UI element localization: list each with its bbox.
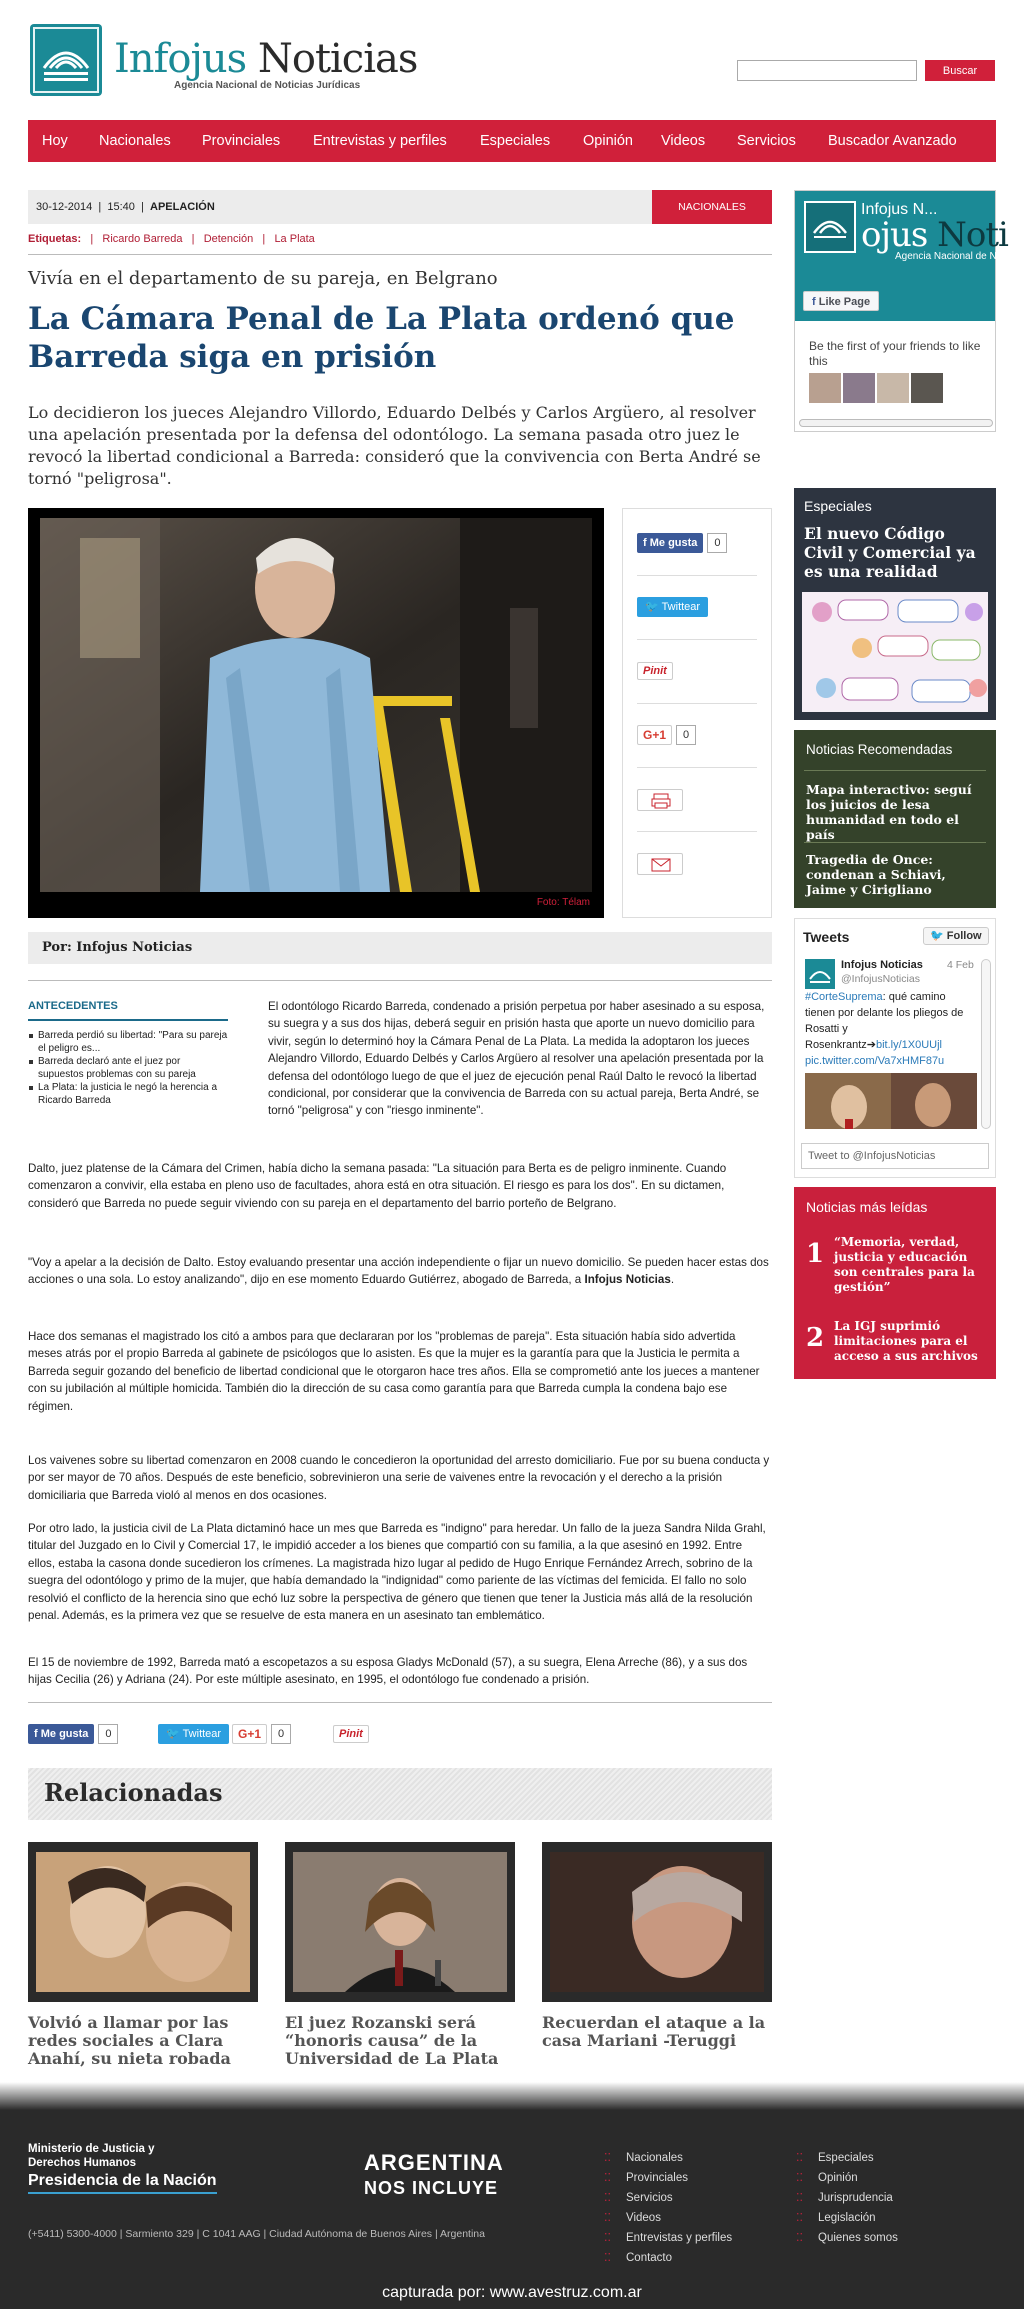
fb-cover[interactable] xyxy=(795,191,1008,321)
print-icon xyxy=(638,790,684,812)
footer-link[interactable]: ⁚⁚ Jurisprudencia xyxy=(796,2188,898,2208)
article-kicker: Vivía en el departamento de su pareja, en Belgrano xyxy=(28,268,498,289)
gplus-count: 0 xyxy=(676,725,696,745)
related-item[interactable] xyxy=(28,1842,258,2068)
rank-number: 2 xyxy=(806,1323,825,1353)
gplus-count: 0 xyxy=(271,1724,291,1744)
ministerio-logo[interactable]: Ministerio de Justicia y Derechos Humanos xyxy=(28,2143,155,2169)
tweet-button[interactable] xyxy=(637,597,708,617)
footer-links-col1 xyxy=(604,2148,732,2268)
paragraph: Por otro lado, la justicia civil de La Plata dictaminó hace un mes que Barreda es "indigno" para heredar. Un fallo de la jueza Sandra Nilda Grahl, titular del Juzgado en lo Civil y Comercial 17, le impidió acceder a los bienes que compartió con su familia, a la que asesinó en 1992. Entre ellos, estaba la casona donde sucedieron los crímenes. La magistrada hizo lugar al pedido de Hugo Enrique Fernández Arrech, sobrino de la suegra del odontólogo y primo de la mujer, que había demandado la "indignidad" como pariente de las víctimas del femicida. El fallo no solo resolvió el conflicto de la herencia sino que echó luz sobre la perspectiva de género que tienen que tener la Justicia más allá de la resolución penal. Además, es la primera vez que se resuelve de esta manera en un asesinato tan emblemático. xyxy=(28,1522,766,1623)
section-tag[interactable]: NACIONALES xyxy=(652,190,772,224)
email-button[interactable] xyxy=(637,853,683,875)
article-time: 15:40 xyxy=(107,201,135,213)
photo-credit: Foto: Télam xyxy=(536,897,590,908)
argentina-logo-sub: NOS INCLUYE xyxy=(364,2178,499,2198)
paragraph: Dalto, juez platense de la Cámara del Crimen, había dicho la semana pasada: "La situación para Berta es de peligro inminente. Cuando comenzaron a convivir, ella estaba en pleno uso de facultades, ahora está en otra situación. El riesgo es para los dos". En su dictamen, consideró que Barreda no puede seguir viviendo con su pareja en el departamento del barrio porteño de Belgrano. xyxy=(28,1162,727,1210)
especiales-image xyxy=(802,592,988,712)
tweet-row xyxy=(637,597,757,619)
related-item[interactable] xyxy=(285,1842,515,2068)
pinit-row xyxy=(637,661,757,683)
tweets-label: Tweets xyxy=(803,929,850,945)
avatar[interactable] xyxy=(911,373,943,403)
antecedentes-list xyxy=(28,1030,228,1107)
nav-item-nacionales[interactable]: Nacionales xyxy=(99,133,171,149)
twitter-icon: 🐦 xyxy=(930,930,944,942)
tweet-link[interactable]: bit.ly/1X0UUjl xyxy=(875,1039,942,1051)
fb-like-bottom xyxy=(28,1724,118,1744)
footer-link[interactable]: ⁚⁚ Nacionales xyxy=(604,2148,732,2168)
divider xyxy=(28,1702,772,1703)
divider xyxy=(637,575,757,576)
divider xyxy=(637,639,757,640)
tweet-label: Twittear xyxy=(661,601,701,613)
footer-link[interactable]: ⁚⁚ Contacto xyxy=(604,2248,732,2268)
related-image xyxy=(285,1842,515,2002)
paragraph: El odontólogo Ricardo Barreda, condenado a prisión perpetua por haber asesinado a su esposa, su suegra y a sus dos hijas, deberá seguir en prisión hasta que aporte un nuevo domicilio para vivir, según lo determinó hoy la Cámara Penal de La Plata. La medida la adoptaron los jueces Alejandro Villordo, Eduardo Delbés y Carlos Argüero al resolver una apelación presentada por la defensa del odontólogo luego de que el juez de ejecución penal Raúl Dalto le revocó la libertad condicional, por considerar que la convivencia de Barreda con su actual pareja, Berta André, se tornó "peligrosa" y con "riesgo inminente". xyxy=(268,1000,765,1118)
print-button[interactable] xyxy=(637,789,683,811)
article-category: APELACIÓN xyxy=(150,201,215,213)
share-column xyxy=(622,508,772,918)
related-header xyxy=(28,1768,772,1820)
related-image xyxy=(542,1842,772,2002)
footer xyxy=(0,2110,1024,2280)
divider xyxy=(28,254,772,255)
tweet-date[interactable]: 4 Feb xyxy=(947,959,974,971)
recomendadas-label: Noticias Recomendadas xyxy=(806,742,953,757)
avatar[interactable] xyxy=(843,373,875,403)
footer-links-col2 xyxy=(796,2148,898,2248)
avatar[interactable] xyxy=(809,373,841,403)
article-title: La Cámara Penal de La Plata ordenó que Barreda siga en prisión xyxy=(28,301,735,375)
nav-item-videos[interactable]: Videos xyxy=(661,133,706,149)
footer-link[interactable]: ⁚⁚ Servicios xyxy=(604,2188,732,2208)
related-image xyxy=(28,1842,258,2002)
tweet-link[interactable]: pic.twitter.com/Va7xHMF87u xyxy=(805,1055,945,1067)
tag-link[interactable]: La Plata xyxy=(274,233,315,245)
mail-icon xyxy=(638,854,684,876)
main-nav xyxy=(28,120,996,162)
fb-faces xyxy=(809,373,945,403)
nav-item-especiales[interactable]: Especiales xyxy=(480,133,551,149)
especiales-title[interactable]: El nuevo Código Civil y Comercial ya es una realidad xyxy=(804,524,976,581)
share-bar-bottom xyxy=(28,1724,772,1748)
tweet-image[interactable] xyxy=(805,1073,977,1129)
nav-item-hoy[interactable]: Hoy xyxy=(42,133,68,149)
fb-friends-text: Be the first of your friends to like this xyxy=(809,339,981,368)
tweet-avatar[interactable] xyxy=(805,959,835,989)
fb-like-button[interactable] xyxy=(28,1724,94,1744)
site-header xyxy=(0,0,1024,120)
antecedente-link[interactable]: Barreda declaró ante el juez por supuestos problemas con su pareja xyxy=(28,1056,228,1081)
tags-label: Etiquetas: xyxy=(28,233,82,245)
email-row xyxy=(637,853,757,875)
article-date: 30-12-2014 xyxy=(36,201,93,213)
divider xyxy=(637,831,757,832)
rank-number: 1 xyxy=(806,1239,825,1269)
fb-like-row xyxy=(637,533,757,555)
footer-link[interactable]: ⁚⁚ Opinión xyxy=(796,2168,898,2188)
footer-link[interactable]: ⁚⁚ Videos xyxy=(604,2208,732,2228)
footer-fade xyxy=(0,2082,1024,2110)
argentina-logo[interactable]: ARGENTINA xyxy=(364,2150,504,2175)
avatar[interactable] xyxy=(877,373,909,403)
fb-icon: f xyxy=(34,1728,38,1740)
fb-icon: f xyxy=(643,537,647,549)
follow-button[interactable] xyxy=(923,927,989,945)
gplus-button[interactable]: G+1 xyxy=(637,725,672,745)
divider xyxy=(637,703,757,704)
paragraph xyxy=(28,1254,772,1289)
nav-item-opinion[interactable]: Opinión xyxy=(583,133,633,149)
brand-subtitle: Agencia Nacional de Noticias Jurídicas xyxy=(174,80,361,91)
antecedentes-title: ANTECEDENTES xyxy=(28,1000,228,1021)
mas-leidas-box xyxy=(794,1187,996,1379)
tag-link[interactable]: Detención xyxy=(203,233,254,245)
related-title[interactable]: Recuerdan el ataque a la casa Mariani -Teruggi xyxy=(542,2013,766,2050)
nav-item-entrevistas[interactable]: Entrevistas y perfiles xyxy=(313,133,447,149)
divider xyxy=(28,980,772,981)
article-lead: Lo decidieron los jueces Alejandro Villordo, Eduardo Delbés y Carlos Argüero, al resolver una apelación presentada por la defensa del odontólogo. La semana pasada otro juez le revocó la libertad condicional a Barreda: consideró que la convivencia con Berta André se tornó "peligrosa". xyxy=(28,403,761,488)
article-photo[interactable] xyxy=(28,508,604,918)
especiales-label: Especiales xyxy=(804,498,872,514)
pinit-button[interactable]: Pinit xyxy=(637,662,673,680)
fb-like-label: Me gusta xyxy=(649,537,698,549)
tweet-button[interactable] xyxy=(158,1724,229,1744)
search-button[interactable]: Buscar xyxy=(925,60,995,81)
tag-link[interactable]: Ricardo Barreda xyxy=(102,233,183,245)
tweets-scrollbar[interactable] xyxy=(981,959,991,1129)
tweet-user[interactable]: Infojus Noticias xyxy=(841,959,923,971)
related-title[interactable]: Volvió a llamar por las redes sociales a Clara Anahí, su nieta robada xyxy=(28,2013,231,2068)
footer-link[interactable]: ⁚⁚ Provinciales xyxy=(604,2168,732,2188)
byline: Por: Infojus Noticias xyxy=(28,932,772,964)
footer-address: (+5411) 5300-4000 | Sarmiento 329 | C 1041 AAG | Ciudad Autónoma de Buenos Aires | Argentina xyxy=(28,2228,485,2240)
nav-item-provinciales[interactable]: Provinciales xyxy=(202,133,281,149)
paragraph-end: . xyxy=(670,1273,675,1287)
tweet-label: Twittear xyxy=(182,1728,222,1740)
fb-page-logo xyxy=(804,201,856,253)
fb-cover-subtitle: Agencia Nacional de No xyxy=(895,251,1003,262)
recomendada-link[interactable]: Mapa interactivo: seguí los juicios de lesa humanidad en todo el país xyxy=(806,782,972,842)
divider xyxy=(637,767,757,768)
tweet-text xyxy=(805,989,975,1069)
gplus-bottom xyxy=(232,1724,291,1744)
tags-row: Etiquetas: | Ricardo Barreda | Detención | La Plata xyxy=(28,233,315,245)
tweet-body: : qué camino tienen por delante los pliegos de Rosatti y Rosenkrantz➔ xyxy=(805,991,964,1051)
twitter-icon: 🐦 xyxy=(645,601,659,613)
follow-label: Follow xyxy=(946,930,982,942)
nav-item-buscador[interactable]: Buscador Avanzado xyxy=(828,133,957,149)
photo-image xyxy=(40,518,592,892)
gplus-button[interactable]: G+1 xyxy=(232,1724,267,1744)
footer-link[interactable]: ⁚⁚ Especiales xyxy=(796,2148,898,2168)
gplus-row xyxy=(637,725,757,747)
infojus-logo[interactable] xyxy=(30,24,102,96)
paragraph: Hace dos semanas el magistrado los citó a ambos para que declararan por los "problemas de pareja". Esta situación había sido advertida meses atrás por el propio Barreda al gabinete de psicólogos que lo asisten. Es que la mujer es la garantía para que la Justicia le permita a Barreda seguir gozando del beneficio de libertad condicional que le otorgaron hace tres años. Ella se comprometió ante los jueces a mantener con su jubilación al múltiple homicida. También dio la dirección de su casa como garantía para que Barreda cumpla la condena bajo ese régimen. xyxy=(28,1330,760,1413)
fb-like-button[interactable] xyxy=(637,533,703,553)
tweet-hashtag[interactable]: #CorteSuprema xyxy=(805,991,883,1003)
presidencia-logo[interactable]: Presidencia de la Nación xyxy=(28,2172,217,2194)
nav-item-servicios[interactable]: Servicios xyxy=(737,133,796,149)
fb-like-label: Me gusta xyxy=(40,1728,89,1740)
mas-leida-link[interactable]: La IGJ suprimió limitaciones para el acceso a sus archivos xyxy=(834,1319,978,1363)
paragraph-text: "Voy a apelar a la decisión de Dalto. Estoy evaluando presentar una acción independiente o fijar un nuevo domicilio. Se pueden hacer estas dos acciones o una sola. Lo estoy analizando", dijo en ese momento Eduardo Gutiérrez, abogado de Barreda, a xyxy=(28,1256,769,1287)
divider xyxy=(804,770,986,771)
paragraph: Los vaivenes sobre su libertad comenzaron en 2008 cuando le concedieron la oportunidad del arresto domiciliario. Fue por su buena conducta y por ser mayor de 70 años. Después de este beneficio, sobrevinieron una serie de vaivenes entre la revocación y el derecho a la prisión domiciliaria que Barreda violó al menos en dos ocasiones. xyxy=(28,1454,770,1502)
recomendadas-box xyxy=(794,730,996,908)
fb-like-count: 0 xyxy=(98,1724,118,1744)
fb-like-count: 0 xyxy=(707,533,727,553)
antecedentes-box xyxy=(28,1000,228,1108)
antecedente-link[interactable]: Barreda perdió su libertad: "Para su pareja el peligro es... xyxy=(28,1030,228,1055)
recomendada-link[interactable]: Tragedia de Once: condenan a Schiavi, Jaime y Cirigliano xyxy=(806,852,946,897)
twitter-icon: 🐦 xyxy=(166,1728,180,1740)
fb-like-page-label: Like Page xyxy=(818,296,871,308)
related-heading: Relacionadas xyxy=(44,1778,223,1807)
capture-credit: capturada por: www.avestruz.com.ar xyxy=(0,2280,1024,2309)
facebook-widget xyxy=(794,190,1008,432)
tweet-to-input[interactable]: Tweet to @InfojusNoticias xyxy=(801,1143,989,1169)
paragraph-bold: Infojus Noticias xyxy=(584,1273,671,1287)
print-row xyxy=(637,789,757,811)
fb-cover-brand: ojus Noti xyxy=(861,215,1008,255)
mas-leidas-label: Noticias más leídas xyxy=(806,1199,928,1215)
tweet-handle[interactable]: @InfojusNoticias xyxy=(841,973,920,985)
pinit-button[interactable]: Pinit xyxy=(333,1725,369,1743)
twitter-widget xyxy=(794,918,996,1178)
fb-page-name[interactable]: Infojus N... xyxy=(861,201,938,218)
fb-icon: f xyxy=(812,296,816,308)
brand-name[interactable]: Infojus Noticias xyxy=(114,36,418,82)
related-item[interactable] xyxy=(542,1842,772,2050)
mas-leida-link[interactable]: “Memoria, verdad, justicia y educación son centrales para la gestión” xyxy=(834,1235,975,1294)
footer-link[interactable]: ⁚⁚ Legislación xyxy=(796,2208,898,2228)
article-meta: 30-12-2014 | 15:40 | APELACIÓN xyxy=(28,190,772,224)
fb-scrollbar[interactable] xyxy=(799,419,993,427)
paragraph: El 15 de noviembre de 1992, Barreda mató a escopetazos a su esposa Gladys McDonald (57), a su suegra, Elena Arreche (86), y a sus dos hijas Cecilia (26) y Adriana (24). Por este múltiple asesinato, en 1995, el odontólogo fue condenado a prisión. xyxy=(28,1656,748,1687)
footer-link[interactable]: ⁚⁚ Quienes somos xyxy=(796,2228,898,2248)
related-title[interactable]: El juez Rozanski será “honoris causa” de la Universidad de La Plata xyxy=(285,2013,499,2068)
fb-like-page-button[interactable] xyxy=(803,291,879,311)
search-input[interactable] xyxy=(737,60,917,81)
especiales-box[interactable] xyxy=(794,488,996,720)
divider xyxy=(804,842,986,843)
footer-link[interactable]: ⁚⁚ Entrevistas y perfiles xyxy=(604,2228,732,2248)
antecedente-link[interactable]: La Plata: la justicia le negó la herencia a Ricardo Barreda xyxy=(28,1082,228,1107)
